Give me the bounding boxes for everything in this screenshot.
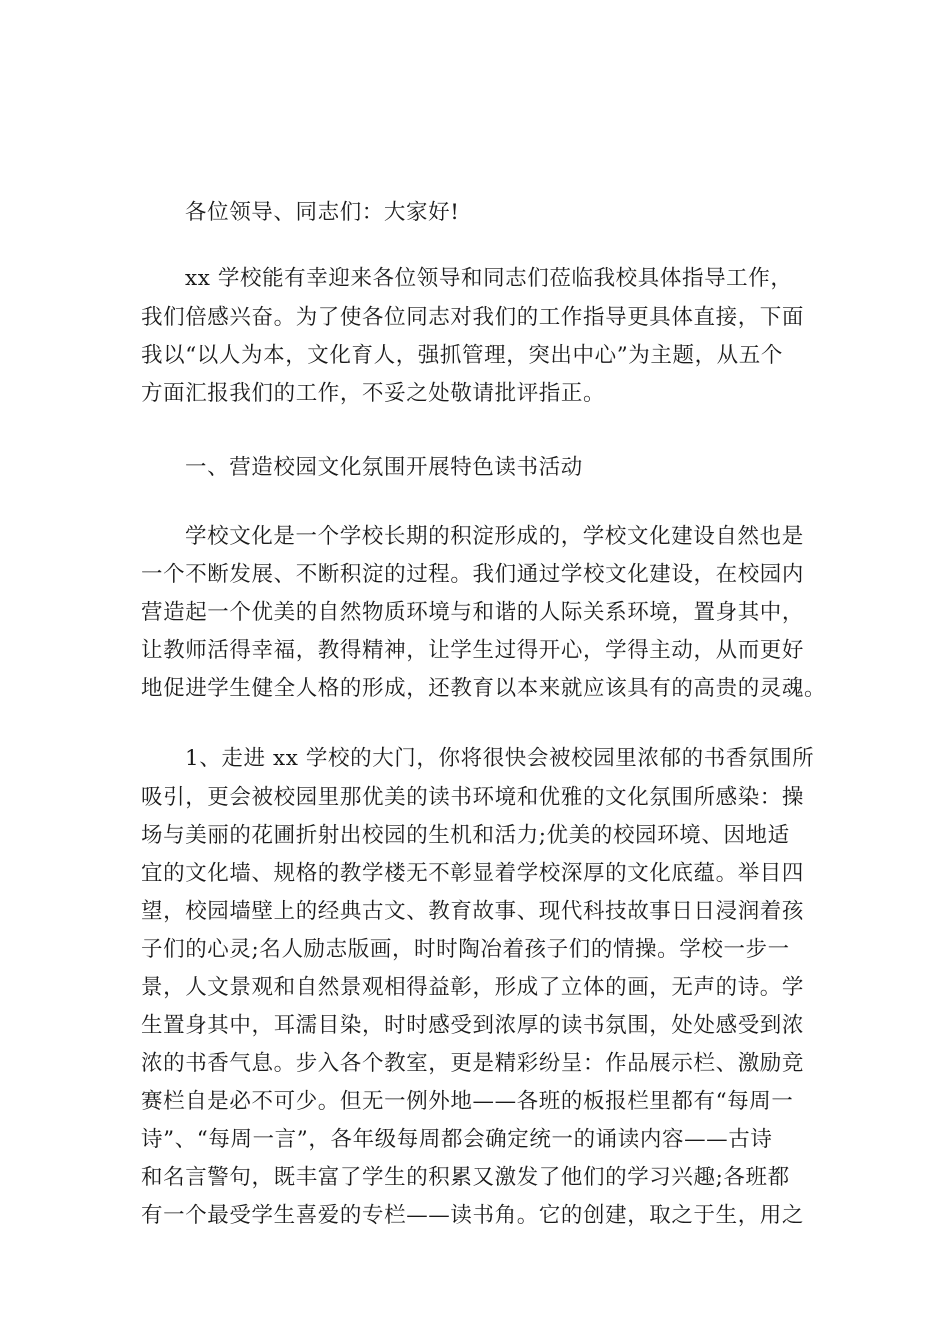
- paragraph-line: 让教师活得幸福，教得精神，让学生过得开心，学得主动，从而更好: [141, 638, 805, 663]
- intro-line: 方面汇报我们的工作，不妥之处敬请批评指正。: [141, 381, 606, 406]
- point-line: 1、走进 xx 学校的大门，你将很快会被校园里浓郁的书香氛围所: [185, 746, 815, 771]
- point-line: 赛栏自是必不可少。但无一例外地——各班的板报栏里都有“每周一: [141, 1089, 794, 1114]
- paragraph-line: 学校文化是一个学校长期的积淀形成的，学校文化建设自然也是: [185, 524, 804, 549]
- point-line: 子们的心灵;名人励志版画，时时陶冶着孩子们的情操。学校一步一: [141, 937, 790, 962]
- point-line: 诗”、“每周一言”，各年级每周都会确定统一的诵读内容——古诗: [141, 1127, 773, 1152]
- greeting-line: 各位领导、同志们：大家好!: [185, 200, 460, 225]
- point-line: 场与美丽的花圃折射出校园的生机和活力;优美的校园环境、因地适: [141, 823, 790, 848]
- section-heading: 一、营造校园文化氛围开展特色读书活动: [185, 455, 583, 480]
- point-line: 望，校园墙壁上的经典古文、教育故事、现代科技故事日日浸润着孩: [141, 899, 805, 924]
- paragraph-line: 一个不断发展、不断积淀的过程。我们通过学校文化建设，在校园内: [141, 562, 805, 587]
- paragraph-line: 地促进学生健全人格的形成，还教育以本来就应该具有的高贵的灵魂。: [141, 676, 827, 701]
- point-line: 和名言警句，既丰富了学生的积累又激发了他们的学习兴趣;各班都: [141, 1165, 790, 1190]
- point-line: 有一个最受学生喜爱的专栏——读书角。它的创建，取之于生，用之: [141, 1203, 805, 1228]
- intro-line: xx 学校能有幸迎来各位领导和同志们莅临我校具体指导工作，: [185, 266, 793, 291]
- intro-line: 我们倍感兴奋。为了使各位同志对我们的工作指导更具体直接，下面: [141, 305, 805, 330]
- intro-line: 我以“以人为本，文化育人，强抓管理，突出中心”为主题，从五个: [141, 343, 783, 368]
- point-line: 宜的文化墙、规格的教学楼无不彰显着学校深厚的文化底蕴。举目四: [141, 861, 805, 886]
- paragraph-line: 营造起一个优美的自然物质环境与和谐的人际关系环境，置身其中，: [141, 600, 805, 625]
- point-line: 浓的书香气息。步入各个教室，更是精彩纷呈：作品展示栏、激励竞: [141, 1051, 805, 1076]
- point-line: 景，人文景观和自然景观相得益彰，形成了立体的画，无声的诗。学: [141, 975, 805, 1000]
- point-line: 生置身其中，耳濡目染，时时感受到浓厚的读书氛围，处处感受到浓: [141, 1013, 805, 1038]
- point-line: 吸引，更会被校园里那优美的读书环境和优雅的文化氛围所感染：操: [141, 785, 805, 810]
